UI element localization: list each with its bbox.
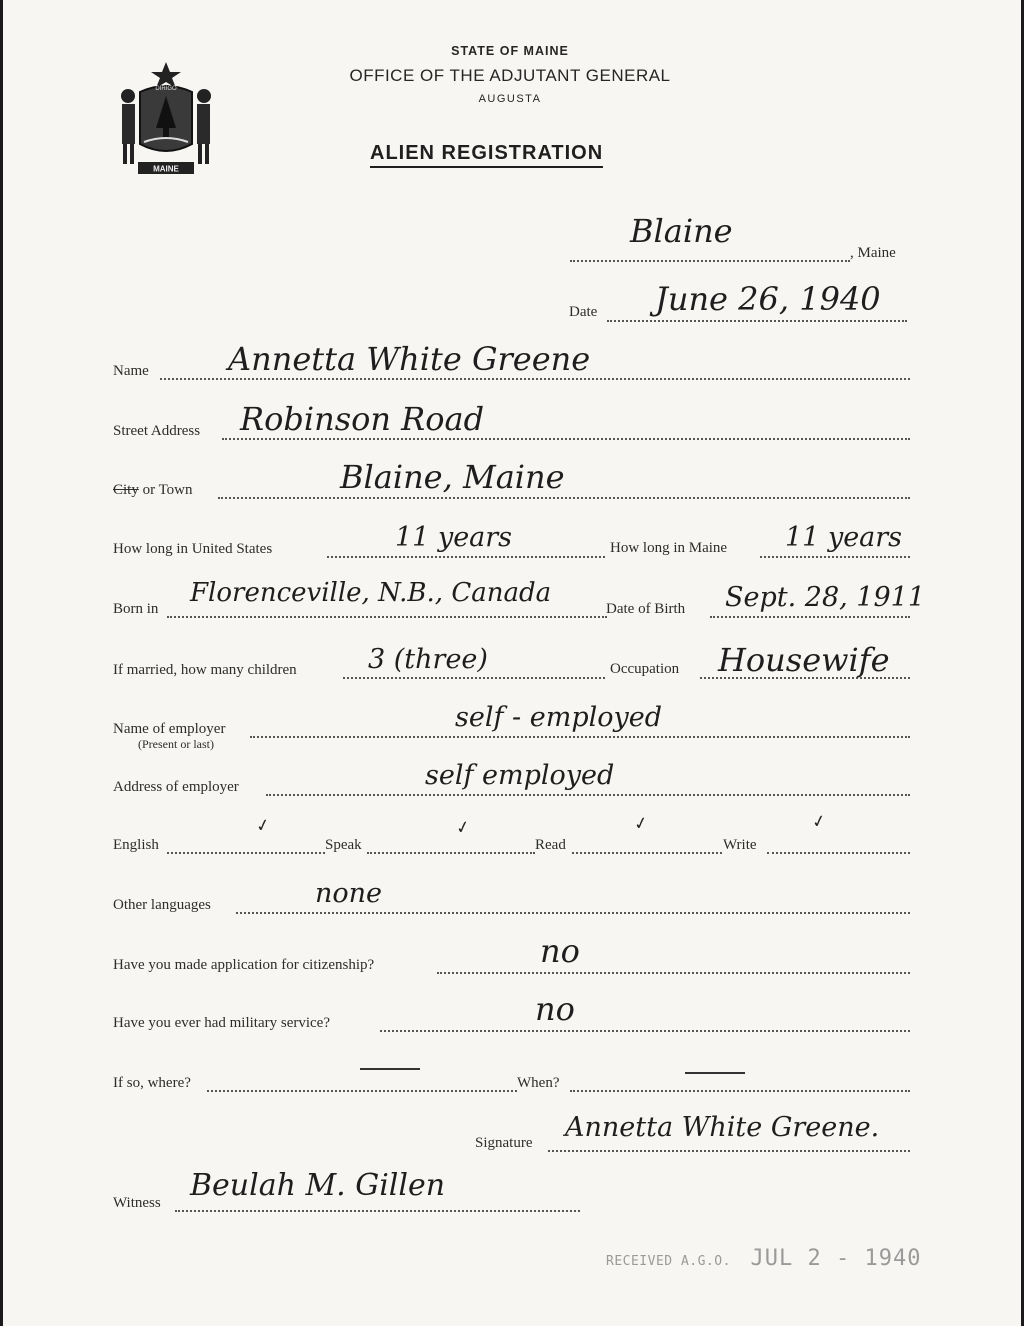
when-dash — [685, 1072, 745, 1074]
dob-label: Date of Birth — [606, 601, 686, 617]
speak-line — [367, 852, 535, 854]
write-check-icon: ✓ — [810, 810, 829, 834]
when-line — [570, 1090, 910, 1092]
town-value: Blaine — [630, 212, 733, 250]
signature-line — [548, 1150, 910, 1152]
street-label: Street Address — [113, 423, 201, 439]
street-value: Robinson Road — [240, 400, 485, 438]
occupation-value: Housewife — [718, 641, 890, 679]
citizenship-line — [437, 972, 910, 974]
dob-value: Sept. 28, 1911 — [725, 582, 926, 613]
read-line — [572, 852, 722, 854]
signature-label: Signature — [475, 1135, 533, 1151]
employer-label: Name of employer — [113, 721, 226, 737]
employer-address-line — [266, 794, 910, 796]
received-stamp-text: RECEIVED A.G.O. — [606, 1254, 731, 1269]
born-label: Born in — [113, 601, 159, 617]
born-value: Florenceville, N.B., Canada — [190, 578, 552, 608]
speak-check-icon: ✓ — [454, 816, 473, 840]
years-maine-line — [760, 556, 910, 558]
years-maine-label: How long in Maine — [610, 540, 728, 556]
town-line — [570, 260, 850, 262]
form-title: ALIEN REGISTRATION — [370, 142, 603, 168]
name-label: Name — [113, 363, 149, 379]
city-value: Blaine, Maine — [340, 458, 565, 496]
scan-edge-left — [0, 0, 3, 1326]
citizenship-label: Have you made application for citizenship? — [113, 957, 375, 973]
town-suffix-label: , Maine — [850, 245, 896, 261]
signature-value: Annetta White Greene. — [565, 1112, 880, 1143]
write-line — [767, 852, 910, 854]
children-value: 3 (three) — [368, 644, 488, 675]
speak-label: Speak — [325, 837, 362, 853]
svg-text:DIRIGO: DIRIGO — [155, 86, 177, 92]
born-line — [167, 616, 607, 618]
name-line — [160, 378, 910, 380]
other-languages-line — [236, 912, 910, 914]
header-city: AUGUSTA — [478, 93, 542, 105]
when-label: When? — [517, 1075, 560, 1091]
military-value: no — [535, 990, 575, 1028]
years-us-label: How long in United States — [113, 541, 273, 557]
years-us-line — [327, 556, 605, 558]
date-line — [607, 320, 907, 322]
date-label: Date — [569, 304, 598, 320]
received-stamp-date: JUL 2 - 1940 — [750, 1246, 922, 1271]
military-line — [380, 1030, 910, 1032]
employer-address-value: self employed — [425, 760, 615, 791]
english-check-icon: ✓ — [254, 814, 273, 838]
witness-line — [175, 1210, 580, 1212]
children-line — [343, 677, 605, 679]
children-label: If married, how many children — [113, 662, 297, 678]
read-label: Read — [535, 837, 566, 853]
name-value: Annetta White Greene — [228, 340, 591, 378]
employer-value: self - employed — [455, 702, 663, 733]
other-languages-label: Other languages — [113, 897, 211, 913]
other-languages-value: none — [315, 878, 383, 909]
dob-line — [710, 616, 910, 618]
write-label: Write — [723, 837, 757, 853]
occupation-label: Occupation — [610, 661, 680, 677]
years-us-value: 11 years — [395, 522, 513, 553]
where-label: If so, where? — [113, 1075, 191, 1091]
read-check-icon: ✓ — [632, 812, 651, 836]
witness-value: Beulah M. Gillen — [190, 1168, 446, 1203]
employer-address-label: Address of employer — [113, 779, 239, 795]
svg-text:MAINE: MAINE — [153, 164, 179, 174]
received-stamp — [606, 1246, 922, 1271]
where-dash — [360, 1068, 420, 1070]
street-line — [222, 438, 910, 440]
years-maine-value: 11 years — [785, 522, 903, 553]
military-label: Have you ever had military service? — [113, 1015, 330, 1031]
english-label: English — [113, 837, 159, 853]
english-line — [167, 852, 325, 854]
header-state: STATE OF MAINE — [451, 44, 569, 58]
employer-line — [250, 736, 910, 738]
city-label: City or Town — [113, 482, 193, 498]
citizenship-value: no — [540, 932, 580, 970]
date-value: June 26, 1940 — [655, 280, 881, 318]
header-office: OFFICE OF THE ADJUTANT GENERAL — [349, 66, 671, 85]
where-line — [207, 1090, 517, 1092]
city-line — [218, 497, 910, 499]
employer-sublabel: (Present or last) — [138, 737, 214, 751]
state-seal-icon — [110, 58, 222, 178]
witness-label: Witness — [113, 1195, 161, 1211]
